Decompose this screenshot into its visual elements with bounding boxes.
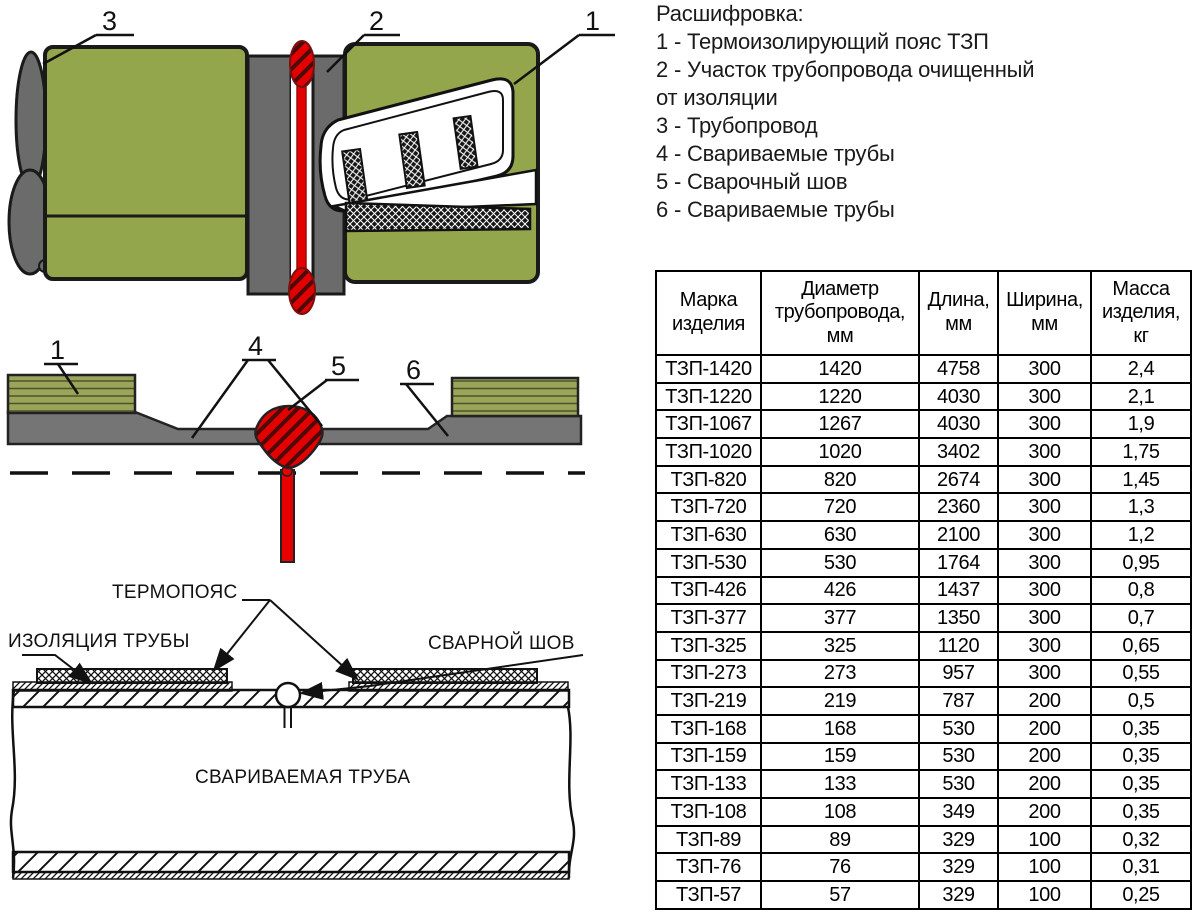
table-cell: 89 xyxy=(761,826,919,854)
table-cell: 200 xyxy=(998,743,1091,771)
thermo-belt-left-section xyxy=(8,375,135,413)
table-cell: 0,35 xyxy=(1091,743,1191,771)
table-cell: ТЗП-426 xyxy=(656,577,761,605)
legend xyxy=(656,0,1200,224)
callout-label-6: 6 xyxy=(406,355,422,385)
table-cell: 1,45 xyxy=(1091,466,1191,494)
col-header-mark: Марка изделия xyxy=(656,271,761,355)
table-cell: ТЗП-530 xyxy=(656,549,761,577)
thermo-belts xyxy=(37,669,537,683)
table-cell: 820 xyxy=(761,466,919,494)
table-cell: 300 xyxy=(998,438,1091,466)
table-cell: 325 xyxy=(761,632,919,660)
table-cell: ТЗП-630 xyxy=(656,521,761,549)
legend-item: 5 - Сварочный шов xyxy=(656,169,848,194)
table-cell: 100 xyxy=(998,853,1091,881)
table-cell: 630 xyxy=(761,521,919,549)
diagram-weld-cross-section xyxy=(0,330,640,570)
insulated-pipe-left xyxy=(45,47,247,279)
table-row xyxy=(656,660,1191,688)
table-row xyxy=(656,604,1191,632)
legend-item: 2 - Участок трубопровода очищенный xyxy=(656,57,1035,82)
table-cell: 0,31 xyxy=(1091,853,1191,881)
table-cell: ТЗП-159 xyxy=(656,743,761,771)
table-cell: 2674 xyxy=(919,466,998,494)
callout-label-1: 1 xyxy=(50,335,66,365)
col-header-length: Длина, мм xyxy=(919,271,998,355)
table-row xyxy=(656,881,1191,909)
table-cell: 200 xyxy=(998,715,1091,743)
table-cell: 0,55 xyxy=(1091,660,1191,688)
table-cell: 273 xyxy=(761,660,919,688)
table-row xyxy=(656,577,1191,605)
col-header-diameter: Диаметр трубопровода, мм xyxy=(761,271,919,355)
table-cell: 530 xyxy=(919,770,998,798)
callout-label-5: 5 xyxy=(331,351,347,381)
table-row xyxy=(656,853,1191,881)
weld-bead xyxy=(255,406,322,562)
table-cell: ТЗП-76 xyxy=(656,853,761,881)
pipe-break-edge-left xyxy=(11,690,15,878)
product-spec-table xyxy=(655,270,1192,910)
table-cell: 300 xyxy=(998,604,1091,632)
legend-item: 3 - Трубопровод xyxy=(656,113,818,138)
label-thermo-belt: ТЕРМОПОЯС xyxy=(112,582,238,603)
table-cell: 0,8 xyxy=(1091,577,1191,605)
table-cell: 3402 xyxy=(919,438,998,466)
table-cell: 2,4 xyxy=(1091,355,1191,383)
table-cell: 300 xyxy=(998,493,1091,521)
callout-label-2: 2 xyxy=(369,6,385,36)
table-header-row xyxy=(656,271,1191,355)
table-cell: ТЗП-1067 xyxy=(656,410,761,438)
table-cell: 1120 xyxy=(919,632,998,660)
legend-title: Расшифровка: xyxy=(656,1,804,26)
table-cell: 0,95 xyxy=(1091,549,1191,577)
table-cell: 300 xyxy=(998,577,1091,605)
thermo-belt-right-section xyxy=(452,378,578,416)
diagram-welded-pipe-drawing xyxy=(0,570,600,914)
table-cell: 377 xyxy=(761,604,919,632)
diagram-pipe-joint-color xyxy=(0,0,650,330)
callout-label-3: 3 xyxy=(102,6,118,36)
table-cell: 2100 xyxy=(919,521,998,549)
table-cell: ТЗП-820 xyxy=(656,466,761,494)
table-cell: 219 xyxy=(761,687,919,715)
table-cell: ТЗП-1220 xyxy=(656,383,761,411)
table-cell: ТЗП-89 xyxy=(656,826,761,854)
table-cell: ТЗП-273 xyxy=(656,660,761,688)
col-header-width: Ширина, мм xyxy=(998,271,1091,355)
table-cell: 76 xyxy=(761,853,919,881)
table-cell: 957 xyxy=(919,660,998,688)
table-cell: 0,65 xyxy=(1091,632,1191,660)
table-cell: 2,1 xyxy=(1091,383,1191,411)
col-header-mass: Масса изделия, кг xyxy=(1091,271,1191,355)
table-cell: 530 xyxy=(761,549,919,577)
table-cell: 57 xyxy=(761,881,919,909)
label-pipe-insulation: ИЗОЛЯЦИЯ ТРУБЫ xyxy=(8,631,190,652)
table-cell: 300 xyxy=(998,466,1091,494)
table-cell: ТЗП-720 xyxy=(656,493,761,521)
legend-item: 1 - Термоизолирующий пояс ТЗП xyxy=(656,29,989,54)
table-cell: ТЗП-168 xyxy=(656,715,761,743)
table-row xyxy=(656,743,1191,771)
table-cell: 4030 xyxy=(919,410,998,438)
table-cell: 1,3 xyxy=(1091,493,1191,521)
table-cell: 300 xyxy=(998,521,1091,549)
table-row xyxy=(656,549,1191,577)
table-cell: 159 xyxy=(761,743,919,771)
table-cell: 1,2 xyxy=(1091,521,1191,549)
table-cell: 0,35 xyxy=(1091,798,1191,826)
table-cell: 300 xyxy=(998,383,1091,411)
table-cell: 530 xyxy=(919,715,998,743)
table-cell: 1420 xyxy=(761,355,919,383)
table-row xyxy=(656,383,1191,411)
table-cell: 133 xyxy=(761,770,919,798)
table-cell: 1267 xyxy=(761,410,919,438)
table-cell: ТЗП-133 xyxy=(656,770,761,798)
table-cell: 2360 xyxy=(919,493,998,521)
table-row xyxy=(656,826,1191,854)
table-cell: 0,35 xyxy=(1091,715,1191,743)
table-cell: 1,9 xyxy=(1091,410,1191,438)
table-cell: ТЗП-1020 xyxy=(656,438,761,466)
legend-item: от изоляции xyxy=(656,85,778,110)
table-cell: 1,75 xyxy=(1091,438,1191,466)
table-cell: ТЗП-108 xyxy=(656,798,761,826)
table-cell: 0,35 xyxy=(1091,770,1191,798)
table-cell: 100 xyxy=(998,826,1091,854)
table-row xyxy=(656,521,1191,549)
legend-item: 4 - Свариваемые трубы xyxy=(656,141,895,166)
table-row xyxy=(656,770,1191,798)
label-weld-seam: СВАРНОЙ ШОВ xyxy=(428,633,575,654)
table-row xyxy=(656,687,1191,715)
table-cell: 168 xyxy=(761,715,919,743)
table-cell: ТЗП-377 xyxy=(656,604,761,632)
table-cell: 4758 xyxy=(919,355,998,383)
table-row xyxy=(656,715,1191,743)
table-cell: ТЗП-1420 xyxy=(656,355,761,383)
table-cell: 200 xyxy=(998,687,1091,715)
table-cell: 787 xyxy=(919,687,998,715)
table-cell: 530 xyxy=(919,743,998,771)
table-row xyxy=(656,438,1191,466)
callout-label-1: 1 xyxy=(585,6,601,36)
table-cell: ТЗП-325 xyxy=(656,632,761,660)
table-cell: 329 xyxy=(919,826,998,854)
table-cell: ТЗП-57 xyxy=(656,881,761,909)
table-row xyxy=(656,493,1191,521)
table-cell: 200 xyxy=(998,770,1091,798)
table-row xyxy=(656,466,1191,494)
table-cell: 0,25 xyxy=(1091,881,1191,909)
table-cell: 329 xyxy=(919,853,998,881)
table-cell: 4030 xyxy=(919,383,998,411)
table-row xyxy=(656,798,1191,826)
table-cell: 0,32 xyxy=(1091,826,1191,854)
table-cell: 0,5 xyxy=(1091,687,1191,715)
table-cell: ТЗП-219 xyxy=(656,687,761,715)
callout-label-4: 4 xyxy=(248,331,264,361)
table-cell: 300 xyxy=(998,410,1091,438)
legend-item: 6 - Свариваемые трубы xyxy=(656,197,895,222)
table-cell: 426 xyxy=(761,577,919,605)
table-cell: 300 xyxy=(998,549,1091,577)
table-cell: 329 xyxy=(919,881,998,909)
table-cell: 349 xyxy=(919,798,998,826)
table-cell: 300 xyxy=(998,355,1091,383)
table-cell: 1437 xyxy=(919,577,998,605)
table-row xyxy=(656,355,1191,383)
table-cell: 1020 xyxy=(761,438,919,466)
label-welded-pipe: СВАРИВАЕМАЯ ТРУБА xyxy=(195,767,411,788)
table-row xyxy=(656,632,1191,660)
table-cell: 300 xyxy=(998,660,1091,688)
table-cell: 1764 xyxy=(919,549,998,577)
table-row xyxy=(656,410,1191,438)
table-cell: 300 xyxy=(998,632,1091,660)
table-cell: 0,7 xyxy=(1091,604,1191,632)
table-cell: 720 xyxy=(761,493,919,521)
table-cell: 108 xyxy=(761,798,919,826)
table-cell: 100 xyxy=(998,881,1091,909)
table-cell: 1350 xyxy=(919,604,998,632)
table-cell: 1220 xyxy=(761,383,919,411)
table-cell: 200 xyxy=(998,798,1091,826)
